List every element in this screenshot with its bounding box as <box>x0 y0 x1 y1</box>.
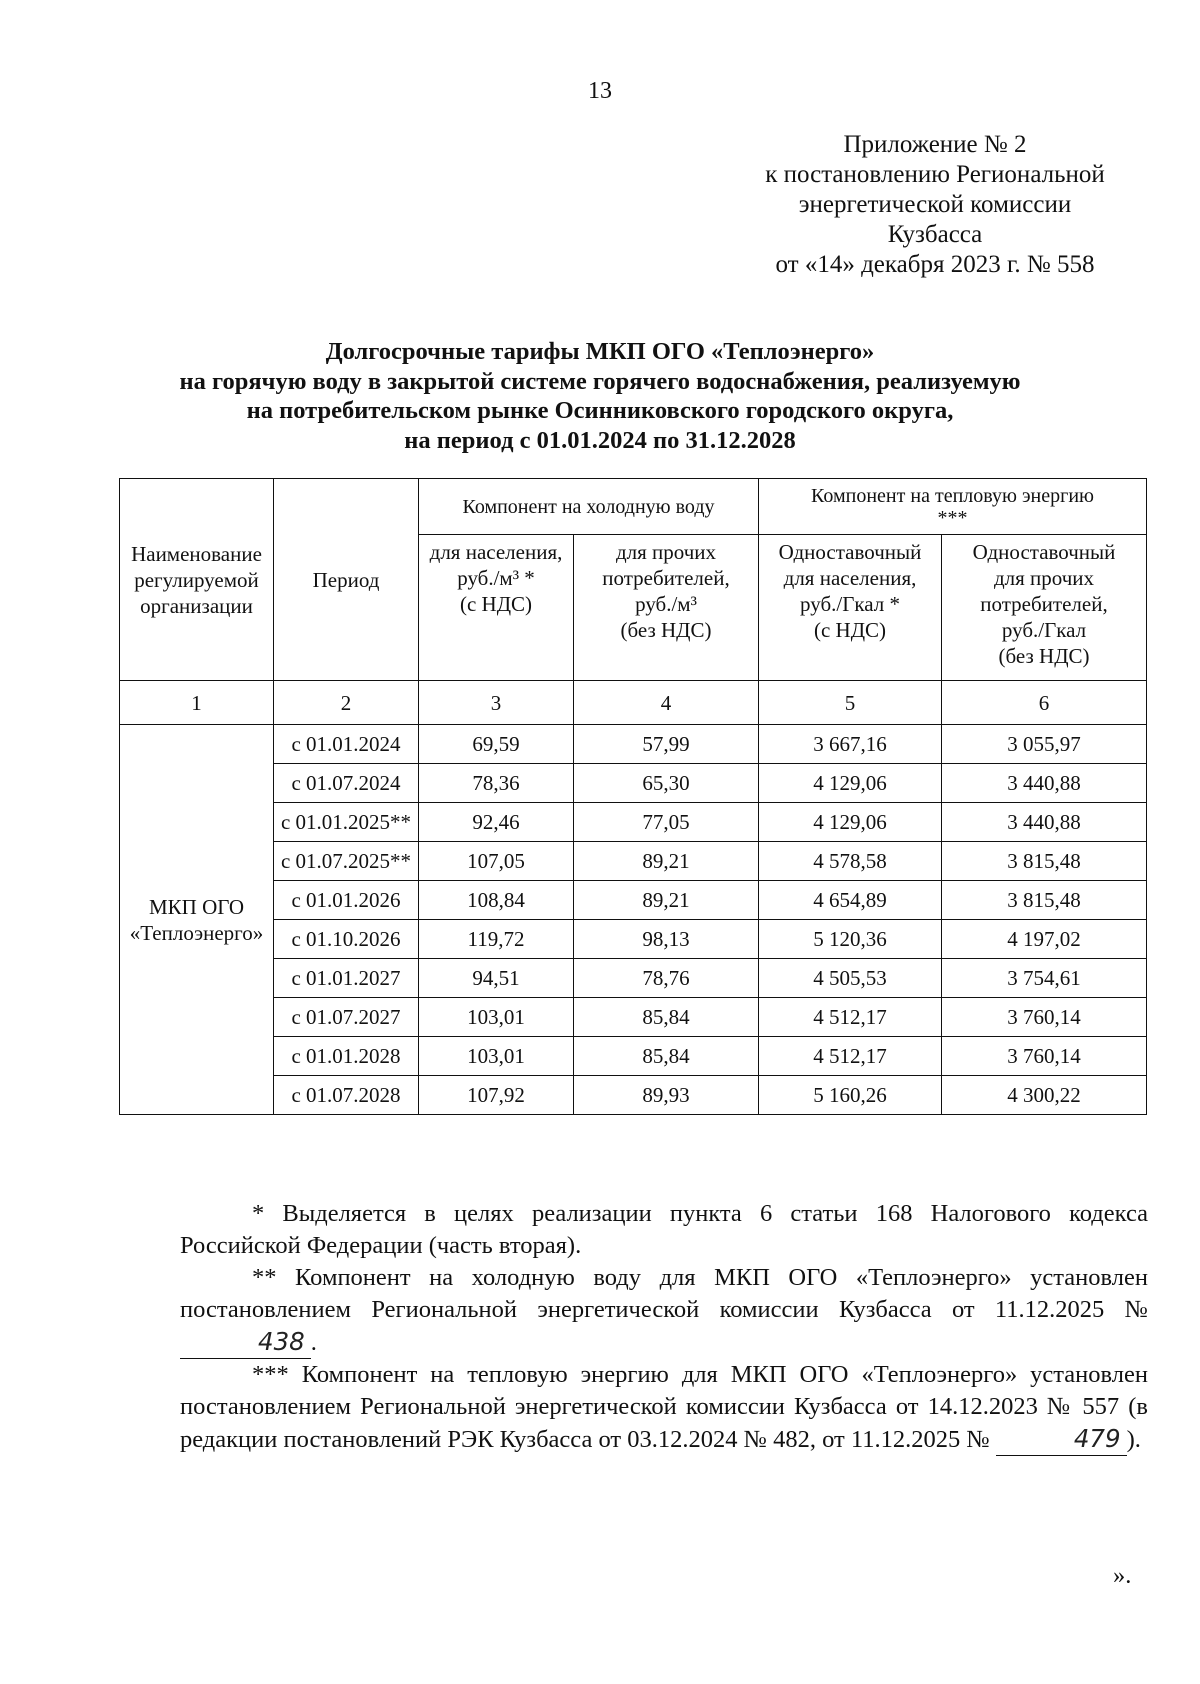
tariff-cell: 3 754,61 <box>942 959 1147 998</box>
tariff-cell: 4 197,02 <box>942 920 1147 959</box>
handwritten-number: 438 <box>180 1326 311 1359</box>
tariff-cell: 89,21 <box>574 842 759 881</box>
header-col3: для населения, руб./м³ * (с НДС) <box>419 535 574 681</box>
tariff-cell: 4 129,06 <box>759 803 942 842</box>
handwritten-number: 479 <box>996 1423 1127 1456</box>
title-line: Долгосрочные тарифы МКП ОГО «Теплоэнерго» <box>325 338 875 365</box>
appendix-line: Приложение № 2 <box>843 131 1027 158</box>
column-number: 4 <box>574 681 759 725</box>
tariff-cell: 78,76 <box>574 959 759 998</box>
period-cell: с 01.01.2025** <box>274 803 419 842</box>
tariff-cell: 4 512,17 <box>759 1037 942 1076</box>
period-cell: с 01.07.2028 <box>274 1076 419 1115</box>
appendix-line: к постановлению Региональной <box>765 161 1105 188</box>
table-row <box>120 1076 1147 1115</box>
tariff-cell: 69,59 <box>419 725 574 764</box>
period-cell: с 01.01.2028 <box>274 1037 419 1076</box>
period-cell: с 01.01.2026 <box>274 881 419 920</box>
header-heat-energy-component: Компонент на тепловую энергию *** <box>759 479 1147 535</box>
tariff-cell: 103,01 <box>419 998 574 1037</box>
document-title <box>0 337 1200 455</box>
tariff-cell: 89,93 <box>574 1076 759 1115</box>
tariff-cell: 78,36 <box>419 764 574 803</box>
tariff-cell: 92,46 <box>419 803 574 842</box>
title-line: на горячую воду в закрытой системе горячего водоснабжения, реализуемую <box>179 367 1021 395</box>
header-col4: для прочих потребителей, руб./м³ (без НДС) <box>574 535 759 681</box>
tariff-cell: 3 667,16 <box>759 725 942 764</box>
header-cold-water-component: Компонент на холодную воду <box>419 479 759 535</box>
tariff-cell: 3 440,88 <box>942 764 1147 803</box>
column-number: 1 <box>120 681 274 725</box>
table-row <box>120 1037 1147 1076</box>
tariff-cell: 119,72 <box>419 920 574 959</box>
tariff-cell: 85,84 <box>574 998 759 1037</box>
period-cell: с 01.01.2024 <box>274 725 419 764</box>
table-row <box>120 920 1147 959</box>
tariff-cell: 3 815,48 <box>942 881 1147 920</box>
footnote-3-text: *** Компонент на тепловую энергию для МКП ОГО «Теплоэнерго» установлен постановлением Региональной энергетической комиссии Кузбасса от 14.12.2023 № 557 (в редакции постановлений РЭК Кузбасса от 03.12.2024 № 482, от 11.12.2025 № <box>180 1361 1148 1453</box>
footnotes <box>180 1198 1148 1456</box>
tariff-cell: 108,84 <box>419 881 574 920</box>
table-row <box>120 764 1147 803</box>
tariff-cell: 4 300,22 <box>942 1076 1147 1115</box>
footnote-3 <box>180 1359 1148 1456</box>
tariff-cell: 94,51 <box>419 959 574 998</box>
tariff-cell: 5 120,36 <box>759 920 942 959</box>
page-number: 13 <box>588 78 612 104</box>
column-number: 2 <box>274 681 419 725</box>
tariff-cell: 4 505,53 <box>759 959 942 998</box>
tariff-cell: 89,21 <box>574 881 759 920</box>
tariff-cell: 57,99 <box>574 725 759 764</box>
header-col5: Одноставочный для населения, руб./Гкал * (с НДС) <box>759 535 942 681</box>
appendix-block <box>700 130 1170 280</box>
organization-name: МКП ОГО «Теплоэнерго» <box>120 725 274 1115</box>
tariff-cell: 65,30 <box>574 764 759 803</box>
footnote-3-end: ). <box>1126 1426 1141 1453</box>
period-cell: с 01.01.2027 <box>274 959 419 998</box>
tariff-cell: 103,01 <box>419 1037 574 1076</box>
footnote-2: ** Компонент на холодную воду для МКП ОГО «Теплоэнерго» установлен постановлением Региональной энергетической комиссии Кузбасса от 11.12.2025 № 438 . <box>180 1262 1148 1359</box>
table-row <box>120 842 1147 881</box>
tariff-cell: 4 578,58 <box>759 842 942 881</box>
footnote-1: * Выделяется в целях реализации пункта 6 статьи 168 Налогового кодекса Российской Федерации (часть вторая). <box>180 1200 1148 1259</box>
header-period: Период <box>274 479 419 681</box>
tariff-cell: 85,84 <box>574 1037 759 1076</box>
tariff-cell: 107,05 <box>419 842 574 881</box>
tariff-cell: 77,05 <box>574 803 759 842</box>
tariff-cell: 3 815,48 <box>942 842 1147 881</box>
title-line: на период с 01.01.2024 по 31.12.2028 <box>404 426 796 454</box>
tariff-cell: 3 760,14 <box>942 1037 1147 1076</box>
header-col6: Одноставочный для прочих потребителей, руб./Гкал (без НДС) <box>942 535 1147 681</box>
table-row <box>120 959 1147 998</box>
appendix-line: энергетической комиссии <box>798 191 1072 218</box>
tariff-cell: 4 512,17 <box>759 998 942 1037</box>
appendix-line: Кузбасса <box>887 221 983 248</box>
appendix-line: от «14» декабря 2023 г. № 558 <box>775 251 1095 278</box>
period-cell: с 01.07.2027 <box>274 998 419 1037</box>
tariff-cell: 4 654,89 <box>759 881 942 920</box>
tariff-cell: 3 055,97 <box>942 725 1147 764</box>
tariff-cell: 107,92 <box>419 1076 574 1115</box>
header-organization: Наименование регулируемой организации <box>120 479 274 681</box>
tariff-cell: 3 760,14 <box>942 998 1147 1037</box>
period-cell: с 01.10.2026 <box>274 920 419 959</box>
period-cell: с 01.07.2025** <box>274 842 419 881</box>
column-number: 6 <box>942 681 1147 725</box>
footnote-2-text: ** Компонент на холодную воду для МКП ОГО «Теплоэнерго» установлен постановлением Региональной энергетической комиссии Кузбасса от 11.12.2025 № <box>180 1264 1148 1323</box>
table-row <box>120 998 1147 1037</box>
closing-quote: ». <box>1113 1562 1132 1589</box>
column-number: 5 <box>759 681 942 725</box>
tariff-cell: 98,13 <box>574 920 759 959</box>
tariff-table <box>119 478 1147 1115</box>
tariff-cell: 3 440,88 <box>942 803 1147 842</box>
period-cell: с 01.07.2024 <box>274 764 419 803</box>
tariff-cell: 5 160,26 <box>759 1076 942 1115</box>
table-row <box>120 803 1147 842</box>
title-line: на потребительском рынке Осинниковского городского округа, <box>246 397 954 424</box>
table-row <box>120 725 1147 764</box>
tariff-cell: 4 129,06 <box>759 764 942 803</box>
table-row <box>120 881 1147 920</box>
column-number: 3 <box>419 681 574 725</box>
